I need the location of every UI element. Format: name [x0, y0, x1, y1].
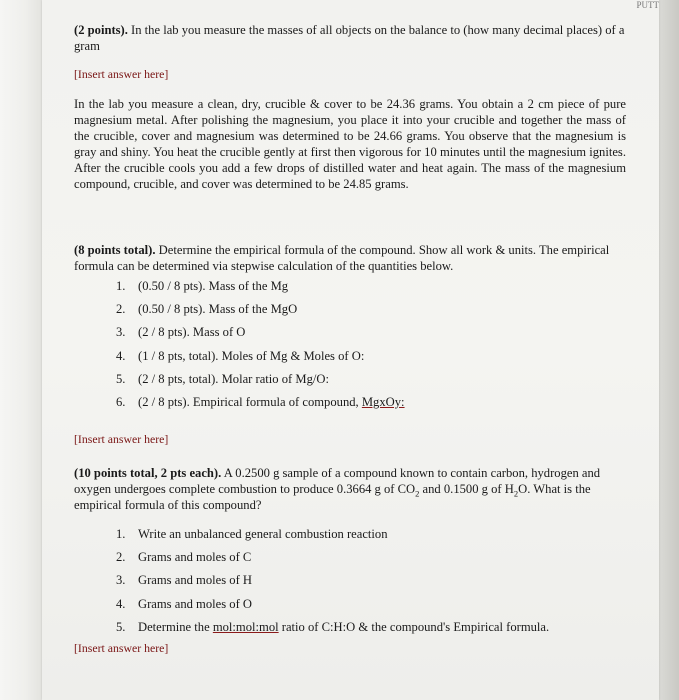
answer-placeholder-2[interactable]: [Insert answer here] — [74, 432, 169, 446]
list-item: 3. Grams and moles of H — [116, 573, 253, 588]
question-3-points: (10 points total, 2 pts each). — [74, 466, 222, 480]
list-item: 1. (0.50 / 8 pts). Mass of the Mg — [116, 279, 289, 293]
list-item: 6. (2 / 8 pts). Empirical formula of compound, MgxOy: — [116, 395, 405, 418]
question-3: (10 points total, 2 pts each). A 0.2500 g sample of a compound known to contain carbon, hydrogen and oxygen undergoes complete combustion to produce 0.3664 g of $CO_2$ and 0.1500 g of $H_2O$. What is the empirical formula of this compound? — [74, 466, 601, 512]
list-item: 3. (2 / 8 pts). Mass of O — [116, 325, 246, 340]
list-item: 5. Determine the mol:mol:mol ratio of C:H:O & the compound's Empirical formula. — [116, 619, 550, 634]
list-item: 4. Grams and moles of O — [116, 596, 253, 611]
question-2-text: Determine the empirical formula of the compound. Show all work & units. The empirical formula can be determined via stepwise calculation of the quantities below. — [74, 243, 610, 273]
procedure-text: In the lab you measure a clean, dry, crucible & cover to be 24.36 grams. You obtain a 2 cm piece of pure magnesium metal. After polishing the magnesium, you place it into your crucible and together the mass of the crucible, cover and magnesium was determined to be 24.66 grams. You observe that the magnesium is gray and shiny. You heat the crucible gently at first then vigorous for 10 minutes until the magnesium ignites. After the crucible cools you add a few drops of distilled water and heat again. The mass of the magnesium compound, crucible, and cover was determined to be 24.85 grams. — [74, 97, 626, 191]
question-3-steps — [116, 527, 549, 643]
question-1-text: In the lab you measure the masses of all objects on the balance to (how many decimal places) of a gram — [74, 23, 625, 53]
question-2-steps — [116, 279, 405, 418]
list-item: 5. (2 / 8 pts, total). Molar ratio of Mg/O: — [116, 371, 329, 386]
question-2 — [74, 242, 626, 274]
answer-placeholder-3[interactable]: [Insert answer here] — [74, 641, 169, 655]
corner-mark: PUTT — [636, 0, 659, 10]
question-2-points: (8 points total). — [74, 243, 156, 257]
list-item: 2. (0.50 / 8 pts). Mass of the MgO — [116, 302, 298, 317]
question-1 — [74, 22, 626, 54]
list-item: 4. (1 / 8 pts, total). Moles of Mg & Moles of O: — [116, 348, 365, 363]
empirical-formula-label: MgxOy: — [361, 394, 405, 409]
document-page — [42, 0, 659, 700]
procedure-paragraph — [74, 96, 626, 192]
answer-placeholder-1[interactable]: [Insert answer here] — [74, 67, 169, 81]
photo-background-left — [0, 0, 42, 700]
photo-background-right — [657, 0, 679, 700]
question-1-points: (2 points). — [74, 23, 128, 37]
list-item: 1. Write an unbalanced general combustion reaction — [116, 527, 388, 541]
list-item: 2. Grams and moles of C — [116, 550, 252, 565]
